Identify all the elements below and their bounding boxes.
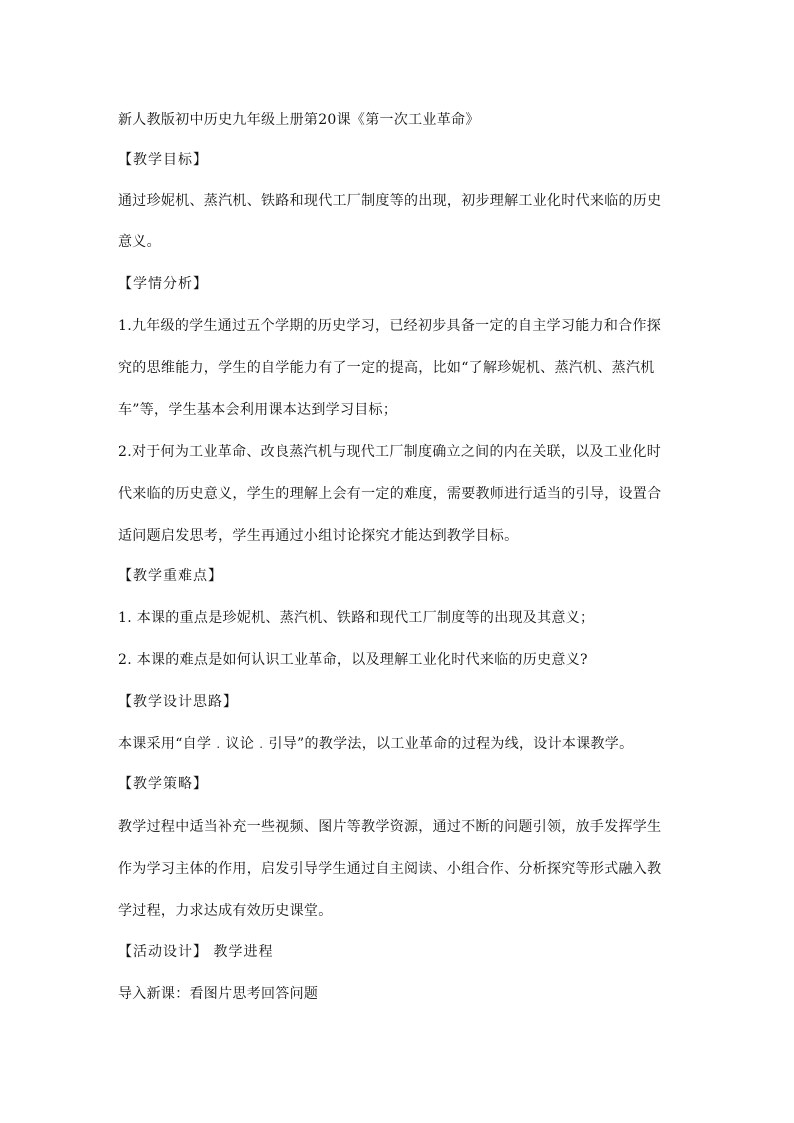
section-heading-design-idea: 【教学设计思路】: [118, 694, 238, 710]
section-heading-teaching-strategy: 【教学策略】: [118, 776, 208, 792]
paragraph-line: 导入新课：看图片思考回答问题: [118, 986, 319, 1002]
paragraph-line: 教学过程中适当补充一些视频、图片等教学资源，通过不断的问题引领，放手发挥学生: [118, 819, 662, 835]
paragraph-line: 究的思维能力，学生的自学能力有了一定的提高，比如“了解珍妮机、蒸汽机、蒸汽机: [118, 360, 655, 376]
section-heading-teaching-goals: 【教学目标】: [118, 152, 208, 168]
paragraph-line: 适问题启发思考，学生再通过小组讨论探究才能达到教学目标。: [118, 528, 519, 544]
paragraph-line: 学过程，力求达成有效历史课堂。: [118, 903, 333, 919]
paragraph-line: 1. 本课的重点是珍妮机、蒸汽机、铁路和现代工厂制度等的出现及其意义；: [118, 610, 595, 626]
document-title: 新人教版初中历史九年级上册第20课《第一次工业革命》: [118, 112, 480, 128]
paragraph-line: 通过珍妮机、蒸汽机、铁路和现代工厂制度等的出现，初步理解工业化时代来临的历史: [118, 193, 662, 209]
paragraph-line: 作为学习主体的作用，启发引导学生通过自主阅读、小组合作、分析探究等形式融入教: [118, 861, 662, 877]
paragraph-line: 意义。: [118, 234, 161, 250]
section-heading-activity-design: 【活动设计】 教学进程: [118, 944, 274, 960]
paragraph-line: 本课采用“自学﹒议论﹒引导”的教学法，以工业革命的过程为线，设计本课教学。: [118, 736, 634, 752]
paragraph-line: 代来临的历史意义，学生的理解上会有一定的难度，需要教师进行适当的引导，设置合: [118, 486, 662, 502]
section-heading-key-points: 【教学重难点】: [118, 568, 223, 584]
section-heading-student-analysis: 【学情分析】: [118, 276, 208, 292]
paragraph-line: 2. 本课的难点是如何认识工业革命，以及理解工业化时代来临的历史意义?: [118, 652, 588, 668]
paragraph-line: 车”等，学生基本会利用课本达到学习目标；: [118, 402, 398, 418]
paragraph-line: 2.对于何为工业革命、改良蒸汽机与现代工厂制度确立之间的内在关联，以及工业化时: [118, 444, 662, 460]
paragraph-line: 1.九年级的学生通过五个学期的历史学习，已经初步具备一定的自主学习能力和合作探: [118, 318, 662, 334]
